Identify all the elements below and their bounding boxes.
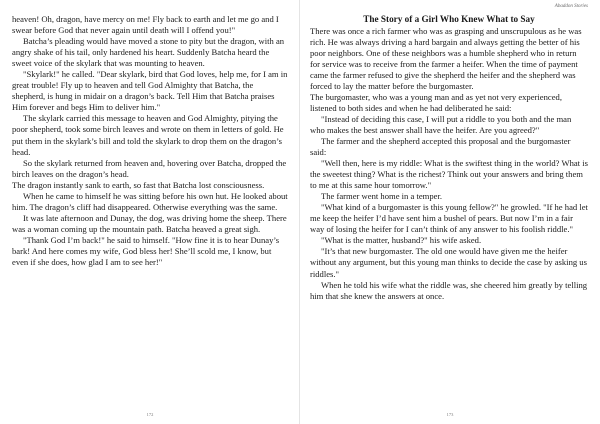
paragraph: The burgomaster, who was a young man and as yet not very experienced, listened to both sides and when he had deliberated he said: <box>310 91 562 113</box>
paragraph: "Well then, here is my riddle: What is the swiftest thing in the world? What is the sweetest thing? What is the richest? Think out your answers and bring them to me at this same hour tomorrow." <box>310 158 588 191</box>
left-page-text <box>12 14 288 268</box>
running-header: Abaddon Stories <box>554 4 588 9</box>
right-page-number: 173 <box>446 412 454 417</box>
paragraph: "Instead of deciding this case, I will put a riddle to you both and the man who makes the best answer shall have the heifer. Are you agreed?" <box>310 113 572 135</box>
paragraph: When he told his wife what the riddle was, she cheered him greatly by telling him that she knew the answers at once. <box>310 279 588 301</box>
paragraph: The dragon instantly sank to earth, so fast that Batcha lost consciousness. <box>12 179 265 190</box>
left-page-number: 172 <box>146 412 154 417</box>
paragraph: The farmer went home in a temper. <box>321 191 442 202</box>
paragraph: "Skylark!" he called. "Dear skylark, bird that God loves, help me, for I am in great trouble! Fly up to heaven and tell God Almighty that Batcha, the shepherd, is hung in midair on a dragon’s back. Tell Him that Batcha praises Him forever and begs Him to deliver him." <box>12 69 288 113</box>
paragraph: When he came to himself he was sitting before his own hut. He looked about him. The dragon’s cliff had disappeared. Otherwise everything was the same. <box>12 190 288 212</box>
paragraph: Batcha’s pleading would have moved a stone to pity but the dragon, with an angry shake of his tail, only hardened his heart. Suddenly Batcha heard the sweet voice of the skylark that was mounting to heaven. <box>12 36 285 69</box>
paragraph: So the skylark returned from heaven and, hovering over Batcha, dropped the birch leaves on the dragon’s head. <box>12 157 287 179</box>
paragraph: The farmer and the shepherd accepted this proposal and the burgomaster said: <box>310 135 571 158</box>
paragraph: It was late afternoon and Dunay, the dog, was driving home the sheep. There was a woman coming up the mountain path. Batcha heaved a great sigh. <box>12 212 287 234</box>
paragraph: "Thank God I’m back!" he said to himself. "How fine it is to hear Dunay’s bark! And here comes my wife, God bless her! She’ll scold me, I know, but even if she does, how glad I am to see her!" <box>12 234 280 268</box>
right-page-text <box>310 14 588 302</box>
paragraph: "What kind of a burgomaster is this young fellow?" he growled. "If he had let me keep the heifer I’d have sent him a bushel of pears. But now I’m in a fair way of losing the heifer for I can’t think of any answer to his foolish riddle." <box>310 202 588 235</box>
paragraph: heaven! Oh, dragon, have mercy on me! Fly back to earth and let me go and I swear before God that never again until death will I offend you!" <box>12 14 279 36</box>
paragraph: The skylark carried this message to heaven and God Almighty, pitying the poor shepherd, took some birch leaves and wrote on them in letters of gold. He put them in the skylark’s bill and told the skylark to drop them on the dragon’s head. <box>12 113 284 157</box>
paragraph: There was once a rich farmer who was as grasping and unscrupulous as he was rich. He was always driving a hard bargain and always getting the better of his poor neighbors. One of these neighbors was a humble shepherd who in return for service was to receive from the farmer a heifer. When the time of payment came the farmer refused to give the shepherd the heifer and the shepherd was forced to lay the matter before the burgomaster. <box>310 25 582 91</box>
paragraph: "What is the matter, husband?" his wife asked. <box>321 235 482 246</box>
right-page <box>300 0 600 424</box>
story-title: The Story of a Girl Who Knew What to Say <box>363 14 535 24</box>
paragraph: "It’s that new burgomaster. The old one would have given me the heifer without any argument, but this young man thinks to decide the case by asking us riddles." <box>310 246 587 279</box>
